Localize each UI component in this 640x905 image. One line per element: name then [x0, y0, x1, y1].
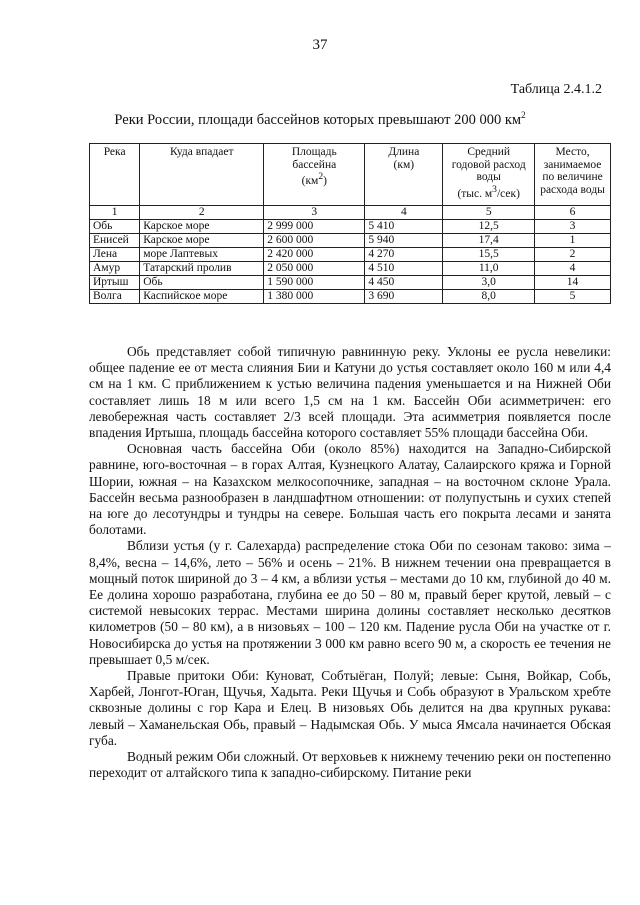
paragraph: Основная часть бассейна Оби (около 85%) находится на Западно-Сибирской равнине, юго-восточная – в горах Алтая, Кузнецкого Алатау, Салаирского кряжа и Горной Шории, южная – на Казахском мелкосопочнике, западная – на восточном склоне Урала. Бассейн весьма разнообразен в ландшафтном отношении: от полупустынь и сухих степей на юге до лесотундры и тундры на севере. Большая часть его покрыта лесами и занята болотами. — [89, 441, 611, 538]
cell-river: Енисей — [90, 233, 140, 247]
cell-river: Волга — [90, 289, 140, 303]
column-number: 6 — [535, 206, 611, 220]
header-river: Река — [90, 144, 140, 206]
header-basin-area: Площадь бассейна $(км^2)$ — [264, 144, 365, 206]
table-row — [90, 275, 611, 289]
cell-flow: 15,5 — [443, 247, 535, 261]
cell-flow: 3,0 — [443, 275, 535, 289]
cell-river: Иртыш — [90, 275, 140, 289]
cell-rank: 5 — [535, 289, 611, 303]
cell-mouth: Карское море — [140, 233, 264, 247]
cell-river: Лена — [90, 247, 140, 261]
cell-flow: 17,4 — [443, 233, 535, 247]
page-number: 37 — [312, 37, 328, 53]
cell-length: 5 940 — [365, 233, 443, 247]
column-number: 5 — [443, 206, 535, 220]
cell-mouth: Каспийское море — [140, 289, 264, 303]
cell-area: 2 420 000 — [264, 247, 365, 261]
cell-mouth: Обь — [140, 275, 264, 289]
cell-mouth: Карское море — [140, 219, 264, 233]
table-row — [90, 261, 611, 275]
header-length: Длина (км) — [365, 144, 443, 206]
cell-area: 2 600 000 — [264, 233, 365, 247]
header-flow-rank: Место, занимаемое по величине расхода воды — [535, 144, 611, 206]
table-header-row — [90, 144, 611, 206]
cell-rank: 4 — [535, 261, 611, 275]
table-row — [90, 289, 611, 303]
header-water-flow: Средний годовой расход воды (тыс. $м^3/сек$) — [443, 144, 535, 206]
cell-area: 2 050 000 — [264, 261, 365, 275]
cell-length: 4 270 — [365, 247, 443, 261]
cell-rank: 14 — [535, 275, 611, 289]
table-row — [90, 219, 611, 233]
cell-area: 1 380 000 — [264, 289, 365, 303]
cell-length: 4 450 — [365, 275, 443, 289]
cell-river: Обь — [90, 219, 140, 233]
cell-length: 3 690 — [365, 289, 443, 303]
rivers-table — [89, 143, 611, 304]
column-number-row — [90, 206, 611, 220]
cell-mouth: море Лаптевых — [140, 247, 264, 261]
body-text — [89, 344, 611, 781]
table-label: Таблица 2.4.1.2 — [510, 82, 602, 97]
table-row — [90, 233, 611, 247]
column-number: 2 — [140, 206, 264, 220]
table-title-superscript: 2 — [521, 110, 526, 120]
cell-rank: 1 — [535, 233, 611, 247]
cell-flow: 12,5 — [443, 219, 535, 233]
cell-length: 5 410 — [365, 219, 443, 233]
cell-area: 1 590 000 — [264, 275, 365, 289]
column-number: 4 — [365, 206, 443, 220]
paragraph: Водный режим Оби сложный. От верховьев к нижнему течению реки он постепенно переходит от алтайского типа к западно-сибирскому. Питание реки — [89, 749, 611, 781]
column-number: 3 — [264, 206, 365, 220]
cell-rank: 2 — [535, 247, 611, 261]
cell-flow: 8,0 — [443, 289, 535, 303]
table-title-text: Реки России, площади бассейнов которых превышают 200 000 км — [114, 111, 522, 128]
cell-rank: 3 — [535, 219, 611, 233]
cell-mouth: Татарский пролив — [140, 261, 264, 275]
header-mouth: Куда впадает — [140, 144, 264, 206]
cell-length: 4 510 — [365, 261, 443, 275]
paragraph: Вблизи устья (у г. Салехарда) распределение стока Оби по сезонам таково: зима – 8,4%, весна – 14,6%, лето – 56% и осень – 21%. В нижнем течении она превращается в мощный поток шириной до 3 – 4 км, а вблизи устья – местами до 10 км, глубиной до 40 м. Ее долина хорошо разработана, глубина ее до 50 – 80 м, правый берег крутой, левый – с системой невысоких террас. Местами ширина долины составляет несколько десятков километров (50 – 80 км), а в низовьях – 100 – 120 км. Падение русла Оби на участке от г. Новосибирска до устья на протяжении 3 000 км равно всего 90 м, а скорость ее течения не превышает 0,5 м/сек. — [89, 538, 611, 667]
cell-river: Амур — [90, 261, 140, 275]
table-title — [0, 110, 640, 129]
table-row — [90, 247, 611, 261]
column-number: 1 — [90, 206, 140, 220]
paragraph: Правые притоки Оби: Куноват, Собтыёган, Полуй; левые: Сыня, Войкар, Собь, Харбей, Лонгот-Юган, Щучья, Хадыта. Реки Щучья и Собь образуют в Уральском хребте сквозные долины с гор Кара и Елец. В низовьях Обь делится на два крупных рукава: левый – Хаманельская Обь, правый – Надымская Обь. У мыса Ямсала начинается Обская губа. — [89, 668, 611, 748]
paragraph: Обь представляет собой типичную равнинную реку. Уклоны ее русла невелики: общее падение ее от места слияния Бии и Катуни до устья составляет около 160 м или 4,4 см на 1 км. С приближением к устью величина падения уменьшается и на Нижней Оби составляет лишь 18 м или всего 1,5 см на 1 км. Бассейн Оби асимметричен: его левобережная часть составляет 2/3 всей площади. Эта асимметрия появляется после впадения Иртыша, площадь бассейна которого составляет 55% площади бассейна Оби. — [89, 344, 611, 441]
cell-flow: 11,0 — [443, 261, 535, 275]
cell-area: 2 999 000 — [264, 219, 365, 233]
